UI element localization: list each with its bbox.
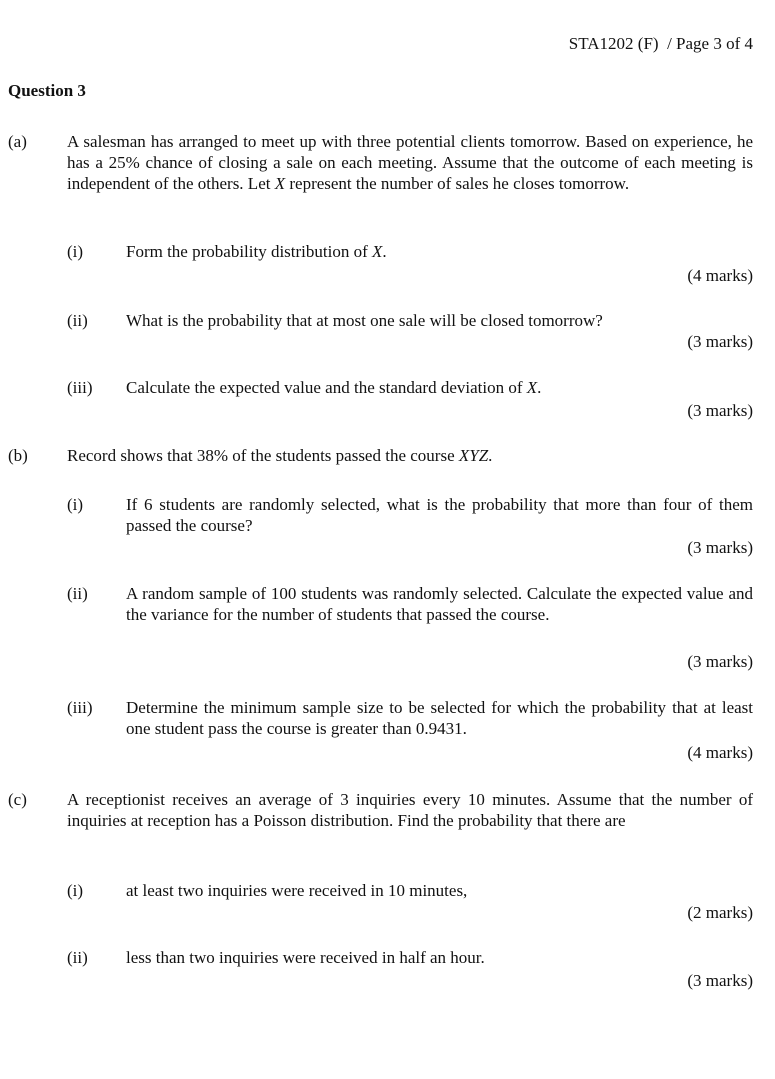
- part-c-ii-label: (ii): [67, 948, 88, 967]
- part-a-iii-text: Calculate the expected value and the standard deviation of X.: [126, 378, 542, 397]
- part-c-label: (c): [8, 790, 27, 809]
- part-a-i-text: Form the probability distribution of X.: [126, 242, 387, 261]
- part-c-ii-marks: (3 marks): [687, 971, 753, 990]
- part-a-ii-label: (ii): [67, 311, 88, 330]
- part-c-ii: [67, 947, 753, 968]
- part-b-ii-text: A random sample of 100 students was randomly selected. Calculate the expected value and the variance for the number of students that passed the course.: [126, 584, 753, 624]
- part-a: [8, 131, 753, 194]
- part-c-text: A receptionist receives an average of 3 inquiries every 10 minutes. Assume that the number of inquiries at reception has a Poisson distribution. Find the probability that there are: [67, 790, 753, 830]
- part-b-i-label: (i): [67, 495, 84, 514]
- part-c: [8, 789, 753, 831]
- part-b-i-marks: (3 marks): [687, 538, 753, 557]
- part-c-ii-text: less than two inquiries were received in half an hour.: [126, 948, 485, 967]
- part-b-iii-label: (iii): [67, 698, 93, 717]
- part-b-label: (b): [8, 446, 28, 465]
- part-b-i-text: If 6 students are randomly selected, what is the probability that more than four of them passed the course?: [126, 495, 753, 535]
- part-c-i-text: at least two inquiries were received in 10 minutes,: [126, 881, 468, 900]
- part-a-i-label: (i): [67, 242, 84, 261]
- part-a-ii-marks: (3 marks): [687, 332, 753, 351]
- part-b-ii-marks: (3 marks): [687, 652, 753, 671]
- part-a-iii-marks: (3 marks): [687, 401, 753, 420]
- part-c-i-label: (i): [67, 881, 84, 900]
- part-b-ii-label: (ii): [67, 584, 88, 603]
- part-a-label: (a): [8, 132, 27, 151]
- part-b-iii: [67, 697, 753, 739]
- part-b-iii-marks: (4 marks): [687, 743, 753, 762]
- part-a-ii: [67, 310, 753, 331]
- part-a-iii-label: (iii): [67, 378, 93, 397]
- part-a-iii: [67, 377, 753, 398]
- part-a-i: [67, 241, 753, 262]
- page-header: STA1202 (F) / Page 3 of 4: [568, 34, 753, 53]
- part-a-text: A salesman has arranged to meet up with three potential clients tomorrow. Based on experience, he has a 25% chance of closing a sale on each meeting. Assume that the outcome of each meeting is independent of the others. Let X represent the number of sales he closes tomorrow.: [67, 132, 753, 193]
- part-c-i-marks: (2 marks): [687, 903, 753, 922]
- part-b-i: [67, 494, 753, 536]
- part-b-ii: [67, 583, 753, 625]
- part-b-text: Record shows that 38% of the students passed the course XYZ.: [67, 446, 493, 465]
- part-b-iii-text: Determine the minimum sample size to be selected for which the probability that at least one student pass the course is greater than 0.9431.: [126, 698, 753, 738]
- part-a-ii-text: What is the probability that at most one sale will be closed tomorrow?: [126, 311, 603, 330]
- part-a-i-marks: (4 marks): [687, 266, 753, 285]
- part-c-i: [67, 880, 753, 901]
- part-b: [8, 445, 753, 466]
- question-title: Question 3: [8, 81, 86, 100]
